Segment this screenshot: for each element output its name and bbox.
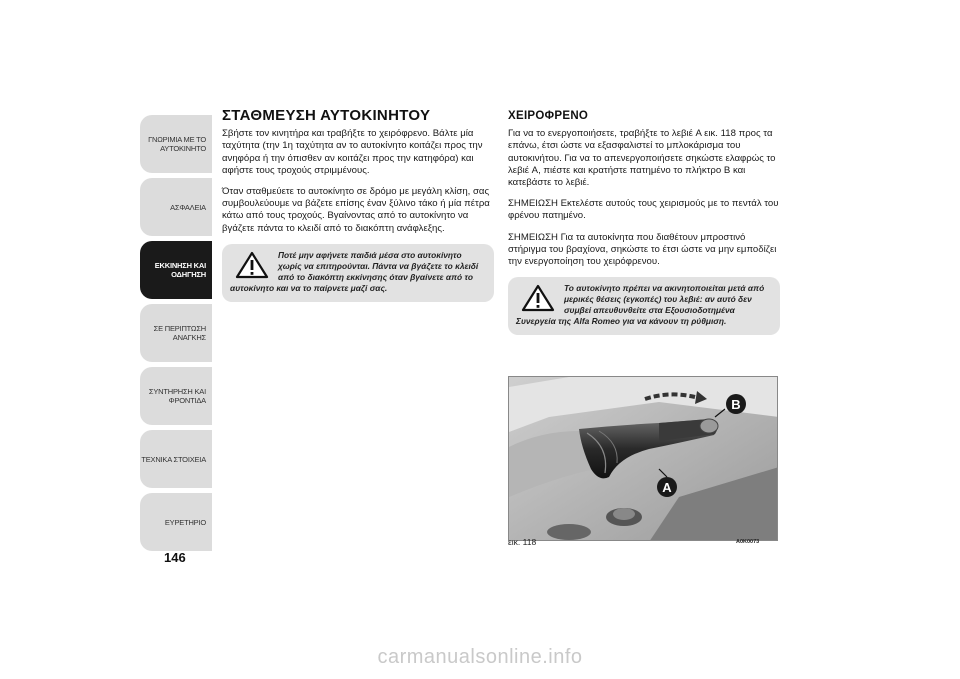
tab-maintenance[interactable] — [140, 367, 212, 425]
tab-label: ΕΥΡΕΤΗΡΙΟ — [164, 517, 206, 527]
parking-section — [222, 107, 494, 302]
tab-label: ΣΥΝΤΗΡΗΣΗ ΚΑΙ ΦΡΟΝΤΙΔΑ — [148, 387, 206, 405]
handbrake-warning-box — [508, 277, 780, 335]
warning-triangle-icon — [230, 250, 274, 280]
figure-caption: εικ. 118 — [508, 537, 537, 547]
handbrake-section — [508, 110, 780, 335]
figure-code: A0K0073 — [736, 539, 760, 545]
warning-triangle-icon — [516, 283, 560, 313]
tab-label: ΣΕ ΠΕΡΙΠΤΩΣΗ ΑΝΑΓΚΗΣ — [153, 324, 206, 342]
callout-a-label: A — [662, 480, 672, 495]
tab-label: ΤΕΧΝΙΚΑ ΣΤΟΙΧΕΙΑ — [141, 454, 206, 464]
parking-paragraph-2: Όταν σταθμεύετε το αυτοκίνητο σε δρόμο με μεγάλη κλίση, σας συμβουλεύουμε να βάζετε επίσης έναν ξύλινο τάκο ή μία πέτρα κάτω από τους τροχούς. Βγαίνοντας από το αυτοκίνητο να βγάζετε πάντα το κλειδί από το διακόπτη ανάφλεξης. — [222, 186, 490, 234]
handbrake-note-2: ΣΗΜΕΙΩΣΗ Για τα αυτοκίνητα που διαθέτουν μπροστινό στήριγμα του βραχίονα, σηκώστε το έτσι ώστε να μην εμποδίζει την ενεργοποίηση του χειρόφρενου. — [508, 231, 777, 268]
tab-label: ΓΝΩΡΙΜΙΑ ΜΕ ΤΟ ΑΥΤΟΚΙΝΗΤΟ — [148, 135, 206, 153]
tab-getting-to-know-car[interactable] — [140, 115, 212, 173]
parking-title: ΣΤΑΘΜΕΥΣΗ ΑΥΤΟΚΙΝΗΤΟΥ — [222, 107, 431, 124]
handbrake-warning-text: Το αυτοκίνητο πρέπει να ακινητοποιείται μετά από μερικές θέσεις (εγκοπές) του λεβιέ: αν αυτό δεν συμβεί απευθυνθείτε στα Εξουσιοδοτημένα Συνεργεία της Alfa Romeo για να κάνουν τη ρύθμιση. — [516, 283, 765, 327]
tab-emergency[interactable] — [140, 304, 212, 362]
tab-safety[interactable] — [140, 178, 212, 236]
handbrake-paragraph-1: Για να το ενεργοποιήσετε, τραβήξτε το λεβιέ A εικ. 118 προς τα επάνω, έτσι ώστε να εξασφαλιστεί το μπλοκάρισμα του αυτοκινήτου. Για να το απενεργοποιήσετε σηκώστε ελαφρώς το λεβιέ A, πιέστε και κρατήστε πατημένο το πλήκτρο B και κατεβάστε το λεβιέ. — [508, 128, 776, 189]
tab-index[interactable] — [140, 493, 212, 551]
handbrake-illustration — [509, 377, 778, 541]
tab-label: ΑΣΦΑΛΕΙΑ — [170, 202, 206, 212]
parking-warning-box — [222, 244, 494, 302]
tab-starting-and-driving[interactable] — [140, 241, 212, 299]
parking-warning-text: Ποτέ μην αφήνετε παιδιά μέσα στο αυτοκίνητο χωρίς να επιτηρούνται. Πάντα να βγάζετε το κλειδί από το διακόπτη εκκίνησης όταν βγαίνετε από το αυτοκίνητο και να το παίρνετε μαζί σας. — [230, 249, 479, 293]
watermark: carmanualsonline.info — [377, 646, 583, 668]
parking-paragraph-1: Σβήστε τον κινητήρα και τραβήξτε το χειρόφρενο. Βάλτε μία ταχύτητα (την 1η ταχύτητα αν το αυτοκίνητο κοιτάζει προς την ανηφόρα ή την όπισθεν αν κοιτάζει προς την κατηφόρα) και αφήστε τους τροχούς στριμμένους. — [222, 128, 483, 176]
handbrake-title: ΧΕΙΡΟΦΡΕΝΟ — [508, 110, 589, 122]
callout-b-label: B — [731, 397, 741, 412]
page-number: 146 — [164, 550, 186, 565]
tab-technical-data[interactable] — [140, 430, 212, 488]
handbrake-figure — [508, 376, 778, 541]
tab-label: ΕΚΚΙΝΗΣΗ ΚΑΙ ΟΔΗΓΗΣΗ — [154, 261, 206, 279]
handbrake-note-1: ΣΗΜΕΙΩΣΗ Εκτελέστε αυτούς τους χειρισμούς με το πεντάλ του φρένου πατημένο. — [508, 198, 779, 222]
